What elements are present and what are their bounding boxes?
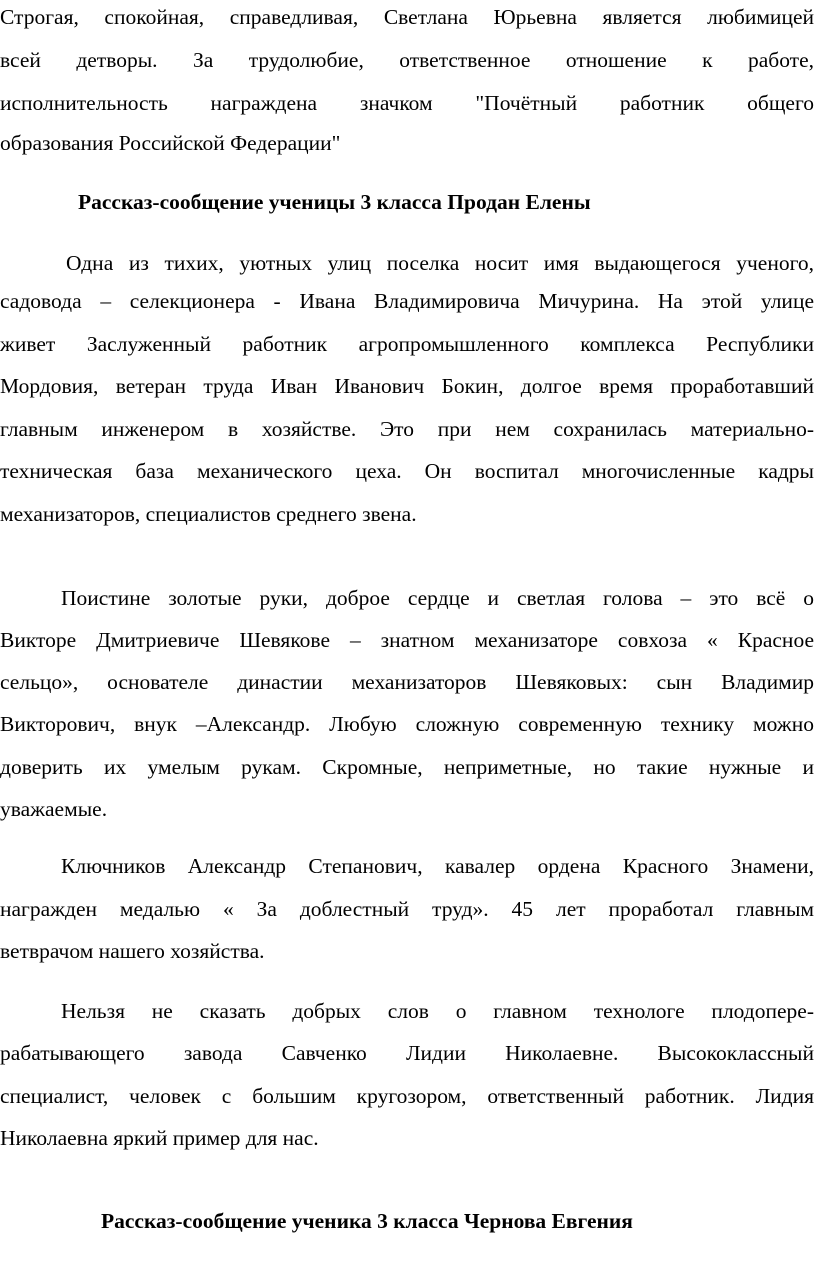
text-line: доверить их умелым рукам. Скромные, неприметные, но такие нужные и bbox=[0, 755, 814, 779]
text-line: Поистине золотые руки, доброе сердце и светлая голова – это всё о bbox=[61, 586, 814, 610]
text-line: исполнительность награждена значком "Почётный работник общего bbox=[0, 91, 814, 115]
text-line: техническая база механического цеха. Он воспитал многочисленные кадры bbox=[0, 459, 814, 483]
text-line: всей детворы. За трудолюбие, ответственное отношение к работе, bbox=[0, 48, 814, 72]
text-line: главным инженером в хозяйстве. Это при нем сохранилась материально- bbox=[0, 417, 814, 441]
text-line: Николаевна яркий пример для нас. bbox=[0, 1126, 319, 1150]
text-line: Нельзя не сказать добрых слов о главном технологе плодопере- bbox=[61, 999, 814, 1023]
text-line: Строгая, спокойная, справедливая, Светлана Юрьевна является любимицей bbox=[0, 5, 814, 29]
text-line: уважаемые. bbox=[0, 797, 108, 821]
text-line: ветврачом нашего хозяйства. bbox=[0, 939, 265, 963]
text-line: Викторе Дмитриевиче Шевякове – знатном механизаторе совхоза « Красное bbox=[0, 628, 814, 652]
section-heading-1: Рассказ-сообщение ученицы 3 класса Продан Елены bbox=[78, 190, 591, 214]
text-line: сельцо», основателе династии механизаторов Шевяковых: сын Владимир bbox=[0, 670, 814, 694]
text-line: живет Заслуженный работник агропромышленного комплекса Республики bbox=[0, 332, 814, 356]
text-line: механизаторов, специалистов среднего звена. bbox=[0, 502, 417, 526]
text-line: награжден медалью « За доблестный труд». 45 лет проработал главным bbox=[0, 897, 814, 921]
text-line: Викторович, внук –Александр. Любую сложную современную технику можно bbox=[0, 712, 814, 736]
text-line: образования Российской Федерации" bbox=[0, 131, 341, 155]
text-line: Ключников Александр Степанович, кавалер ордена Красного Знамени, bbox=[61, 854, 814, 878]
text-line: рабатывающего завода Савченко Лидии Николаевне. Высококлассный bbox=[0, 1041, 814, 1065]
section-heading-2: Рассказ-сообщение ученика 3 класса Чернова Евгения bbox=[101, 1209, 633, 1233]
text-line: Мордовия, ветеран труда Иван Иванович Бокин, долгое время проработавший bbox=[0, 374, 814, 398]
text-line: садовода – селекционера - Ивана Владимировича Мичурина. На этой улице bbox=[0, 289, 814, 313]
text-line: специалист, человек с большим кругозором, ответственный работник. Лидия bbox=[0, 1084, 814, 1108]
text-line: Одна из тихих, уютных улиц поселка носит имя выдающегося ученого, bbox=[66, 251, 814, 275]
